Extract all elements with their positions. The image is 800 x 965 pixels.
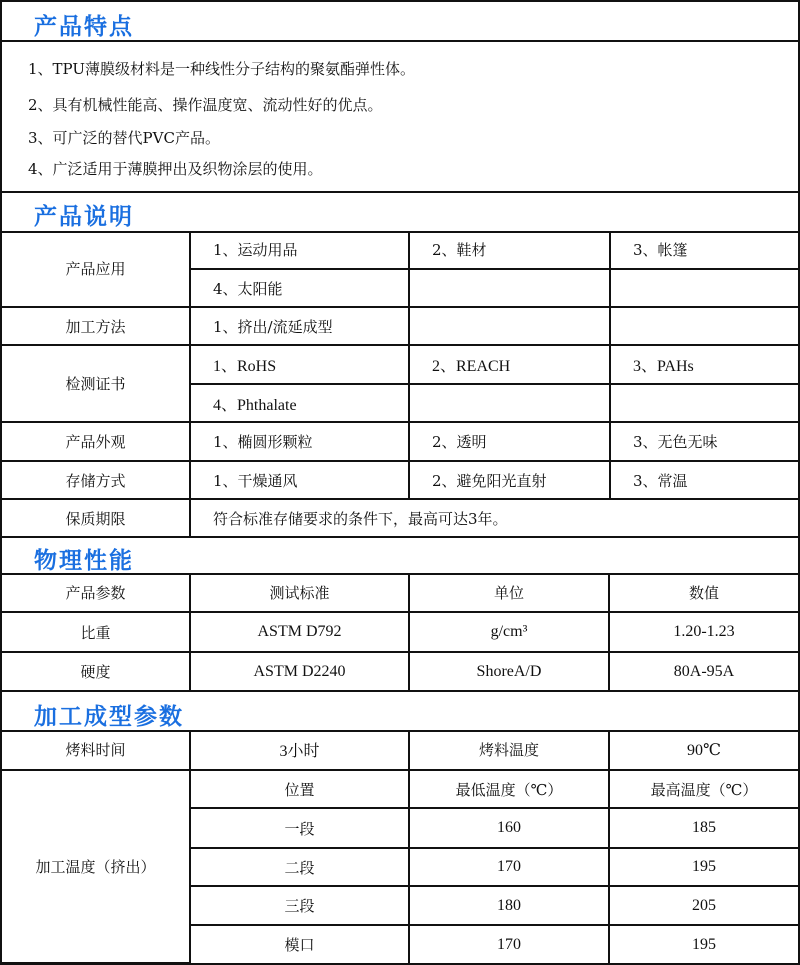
cell: 三段 xyxy=(190,886,409,925)
cell: 2、鞋材 xyxy=(409,231,610,269)
cell xyxy=(409,384,610,422)
application-label: 产品应用 xyxy=(2,231,190,307)
cell: 170 xyxy=(409,848,609,886)
cell: 1、RoHS xyxy=(190,345,409,384)
cell: 1、干燥通风 xyxy=(190,461,409,499)
cell: 4、Phthalate xyxy=(190,384,409,422)
cell: 3、帐篷 xyxy=(610,231,798,269)
cell: 3、无色无味 xyxy=(610,422,798,461)
processing-label: 加工方法 xyxy=(2,307,190,345)
table-row xyxy=(2,422,798,461)
table-row xyxy=(2,612,798,652)
cell: 3、PAHs xyxy=(610,345,798,384)
cell: 二段 xyxy=(190,848,409,886)
processing-header xyxy=(2,690,798,732)
features-header xyxy=(2,2,798,42)
storage-label: 存储方式 xyxy=(2,461,190,499)
cell: ASTM D2240 xyxy=(190,652,409,690)
certificates-label: 检测证书 xyxy=(2,345,190,422)
cell: 170 xyxy=(409,925,609,963)
physical-header xyxy=(2,536,798,575)
cell: 3、常温 xyxy=(610,461,798,499)
cell xyxy=(409,269,610,307)
column-header: 数值 xyxy=(609,573,798,612)
cell: 1、椭圆形颗粒 xyxy=(190,422,409,461)
cell: 2、透明 xyxy=(409,422,610,461)
cell: 模口 xyxy=(190,925,409,963)
cell xyxy=(610,307,798,345)
cell: 比重 xyxy=(2,612,190,652)
cell: 185 xyxy=(609,808,798,848)
feature-item: 4、广泛适用于薄膜押出及织物涂层的使用。 xyxy=(28,160,323,178)
table-row xyxy=(2,652,798,690)
table-header-row xyxy=(2,573,798,612)
feature-item: 3、可广泛的替代PVC产品。 xyxy=(28,129,220,147)
drying-temp-label: 烤料温度 xyxy=(409,730,609,770)
cell: 195 xyxy=(609,848,798,886)
appearance-label: 产品外观 xyxy=(2,422,190,461)
column-header: 最低温度（℃） xyxy=(409,770,609,808)
table-row xyxy=(2,461,798,499)
table-row xyxy=(2,345,798,384)
cell: ShoreA/D xyxy=(409,652,609,690)
description-table xyxy=(2,231,798,537)
physical-title: 物理性能 xyxy=(34,548,134,574)
cell: 一段 xyxy=(190,808,409,848)
column-header: 最高温度（℃） xyxy=(609,770,798,808)
features-list xyxy=(2,42,798,193)
table-row xyxy=(2,307,798,345)
cell: 4、太阳能 xyxy=(190,269,409,307)
shelf-life-label: 保质期限 xyxy=(2,499,190,537)
cell: 80A-95A xyxy=(609,652,798,690)
shelf-life-value: 符合标准存储要求的条件下，最高可达3年。 xyxy=(190,499,798,537)
drying-temp-value: 90℃ xyxy=(609,730,798,770)
column-header: 测试标准 xyxy=(190,573,409,612)
cell: 2、避免阳光直射 xyxy=(409,461,610,499)
feature-item: 1、TPU薄膜级材料是一种线性分子结构的聚氨酯弹性体。 xyxy=(28,60,416,78)
feature-item: 2、具有机械性能高、操作温度宽、流动性好的优点。 xyxy=(28,96,383,114)
cell: 1.20-1.23 xyxy=(609,612,798,652)
drying-time-value: 3小时 xyxy=(190,730,409,770)
table-header-row xyxy=(2,770,798,808)
physical-table xyxy=(2,573,798,690)
cell: 160 xyxy=(409,808,609,848)
cell: 195 xyxy=(609,925,798,963)
cell: g/cm³ xyxy=(409,612,609,652)
cell: 1、运动用品 xyxy=(190,231,409,269)
features-title: 产品特点 xyxy=(34,14,134,40)
description-header xyxy=(2,193,798,233)
cell: ASTM D792 xyxy=(190,612,409,652)
table-row xyxy=(2,730,798,770)
table-row xyxy=(2,231,798,269)
column-header: 单位 xyxy=(409,573,609,612)
column-header: 位置 xyxy=(190,770,409,808)
extrusion-label: 加工温度（挤出） xyxy=(2,770,190,963)
cell: 2、REACH xyxy=(409,345,610,384)
cell: 180 xyxy=(409,886,609,925)
column-header: 产品参数 xyxy=(2,573,190,612)
processing-title: 加工成型参数 xyxy=(34,704,184,730)
table-row xyxy=(2,499,798,537)
cell: 205 xyxy=(609,886,798,925)
description-title: 产品说明 xyxy=(34,204,134,230)
drying-time-label: 烤料时间 xyxy=(2,730,190,770)
cell: 1、挤出/流延成型 xyxy=(190,307,409,345)
cell xyxy=(610,384,798,422)
cell xyxy=(610,269,798,307)
cell xyxy=(409,307,610,345)
processing-table xyxy=(2,730,798,964)
cell: 硬度 xyxy=(2,652,190,690)
